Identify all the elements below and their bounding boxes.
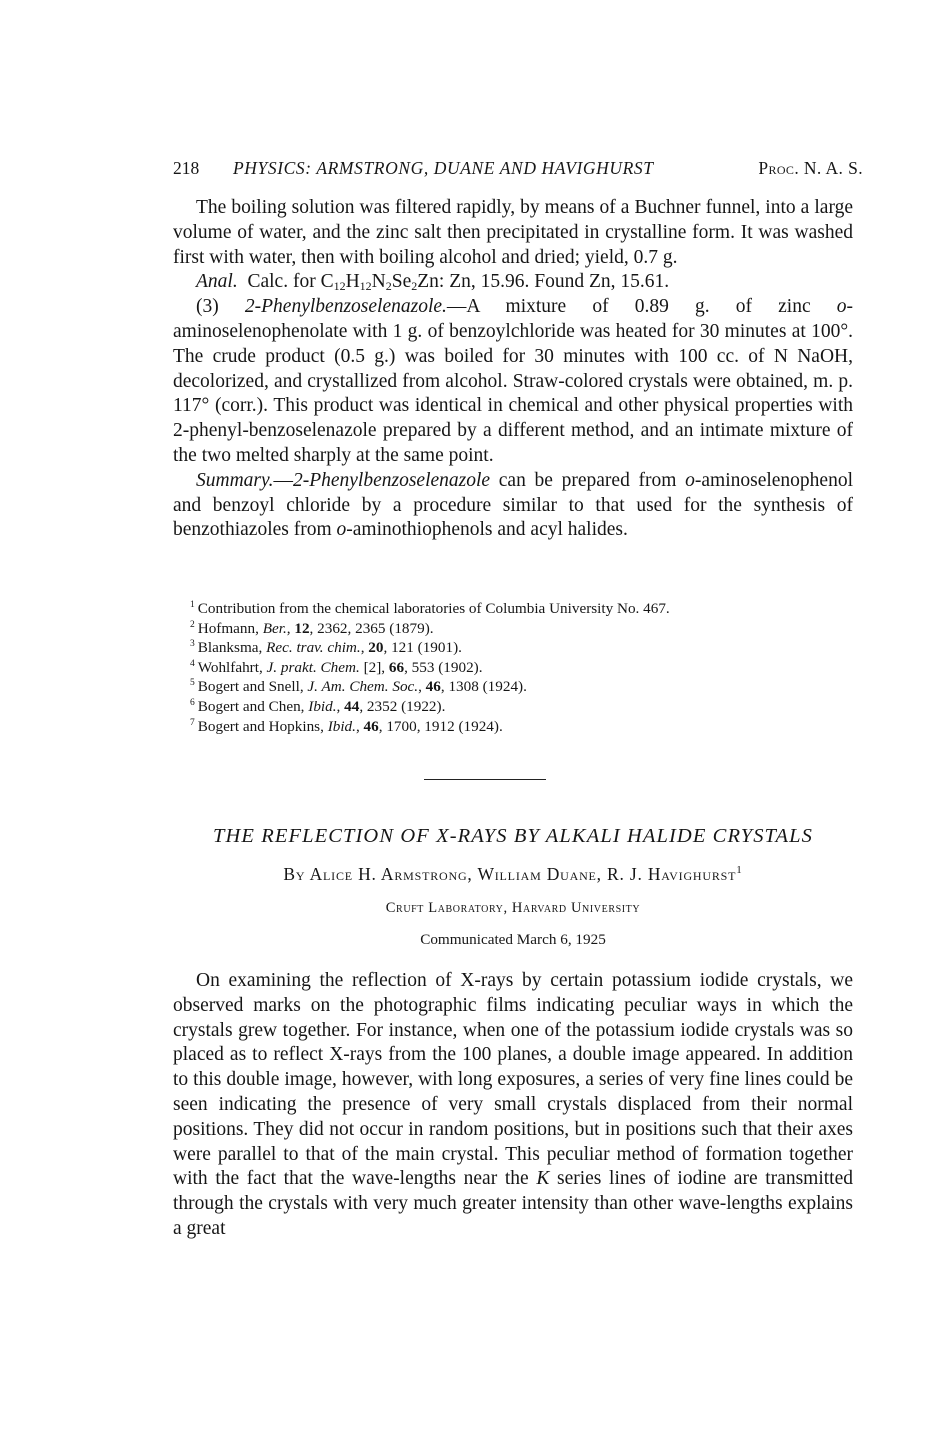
running-title: PHYSICS: ARMSTRONG, DUANE AND HAVIGHURST <box>233 158 654 178</box>
running-head <box>173 155 863 181</box>
footnote: $^6$ Bogert and Chen, Ibid., 44, 2352 (1922). <box>190 697 446 715</box>
journal-name: Proc. N. A. S. <box>758 158 863 178</box>
footnote: $^4$ Wohlfahrt, J. prakt. Chem. [2], 66, 553 (1902). <box>190 658 483 676</box>
paragraph-introduction: On examining the reflection of X-rays by certain potassium iodide crystals, we observed marks on the photographic films indicating peculiar ways in which the crystals grew together. For instance, when one of the potassium iodide crystals was so placed as to reflect X-rays from the 100 planes, a double image appeared. In addition to this double image, however, with long exposures, a series of very fine lines could be seen indicating the presence of very small crystals displaced from their normal positions. They did not occur in random positions, but in positions such that their axes were parallel to that of the main crystal. This peculiar method of formation together with the fact that the wave-lengths near the K series lines of iodine are transmitted through the crystals with very much greater intensity than other wave-lengths explains a great <box>173 970 853 1239</box>
author-byline <box>173 862 853 886</box>
footnote: $^5$ Bogert and Snell, J. Am. Chem. Soc., 46, 1308 (1924). <box>190 678 527 696</box>
compound-name: 2-Phenylbenzoselenazole. <box>244 296 447 318</box>
preceding-article-text <box>173 196 853 543</box>
author-footnote-mark: 1 <box>736 864 743 877</box>
paragraph-synthesis: (3) 2-Phenylbenzoselenazole.—A mixture of 0.89 g. of zinc o-aminoselenophenolate with 1 g. of benzoylchloride was heated for 30 minutes at 100°. The crude product (0.5 g.) was boiled for 30 minutes with 100 cc. of N NaOH, decolorized, and crystallized from alcohol. Straw-colored crystals were obtained, m. p. 117° (corr.). This product was identical in chemical and other physical properties with 2-phenyl-benzoselenazole prepared by a different method, and an intimate mixture of the two melted sharply at the same point. <box>173 296 854 466</box>
footnote: $^7$ Bogert and Hopkins, Ibid., 46, 1700, 1912 (1924). <box>190 717 503 735</box>
footnote: $^1$ Contribution from the chemical laboratories of Columbia University No. 467. <box>190 599 670 617</box>
byline-by: By <box>283 864 306 884</box>
footnotes <box>173 599 853 736</box>
footnote: $^2$ Hofmann, Ber., 12, 2362, 2365 (1879). <box>190 619 434 637</box>
paragraph-summary: Summary.—2-Phenylbenzoselenazole can be prepared from o-aminoselenophenol and benzoyl chloride by a procedure similar to that used for the synthesis of benzothiazoles from o-aminothiophenols and acyl halides. <box>173 469 853 541</box>
article-body <box>173 969 853 1242</box>
affiliation: Cruft Laboratory, Harvard University <box>385 900 641 916</box>
section-divider <box>424 779 546 780</box>
article-title: THE REFLECTION OF X-RAYS BY ALKALI HALIDE CRYSTALS <box>212 825 814 847</box>
summary-label: Summary. <box>196 469 274 491</box>
page-number: 218 <box>173 158 200 178</box>
analysis-label: Anal. <box>196 271 238 293</box>
communicated-date: Communicated March 6, 1925 <box>420 931 606 948</box>
paragraph-analysis: Anal. Calc. for $C_{12}H_{12}N_2Se_2Zn$: Zn, 15.96. Found Zn, 15.61. <box>196 271 670 294</box>
footnote: $^3$ Blanksma, Rec. trav. chim., 20, 121 (1901). <box>190 639 462 657</box>
paragraph-filtration: The boiling solution was filtered rapidly, by means of a Buchner funnel, into a large volume of water, and the zinc salt then precipitated in crystalline form. It was washed first with water, then with boiling alcohol and dried; yield, 0.7 g. <box>173 197 853 268</box>
author-names: Alice H. Armstrong, William Duane, R. J. Havighurst <box>309 864 737 884</box>
